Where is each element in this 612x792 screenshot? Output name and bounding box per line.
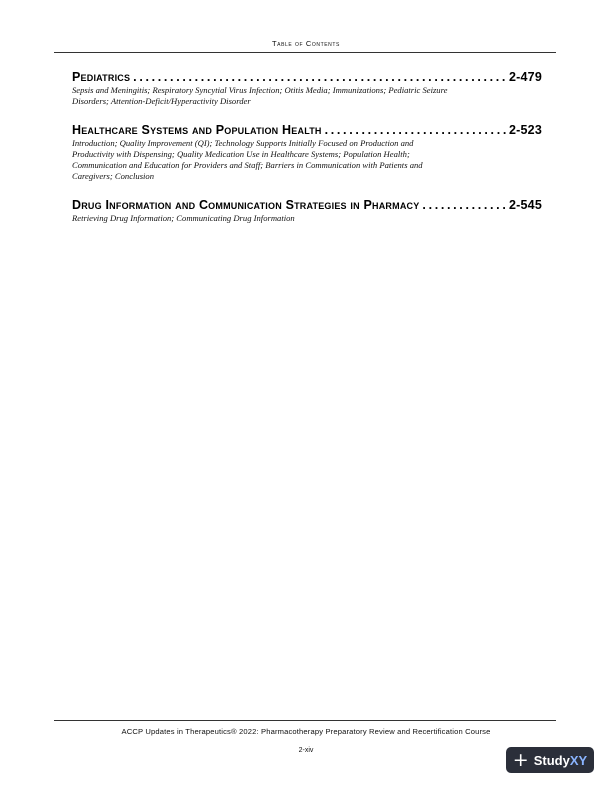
toc-entry-heading[interactable] bbox=[72, 198, 542, 212]
toc-entry-heading[interactable] bbox=[72, 123, 542, 137]
toc-entry-heading[interactable] bbox=[72, 70, 542, 84]
footer-divider bbox=[54, 720, 556, 721]
toc-entry-healthcare-systems bbox=[72, 123, 542, 182]
toc-page-number: 2-479 bbox=[509, 70, 542, 84]
dot-leader bbox=[422, 198, 506, 212]
dot-leader bbox=[133, 70, 506, 84]
toc-entry-pediatrics bbox=[72, 70, 542, 107]
toc-page-number: 2-523 bbox=[509, 123, 542, 137]
toc-entry-topics: Sepsis and Meningitis; Respiratory Syncytial Virus Infection; Otitis Media; Immunizations; Pediatric Seizure Disorders; Attention-Deficit/Hyperactivity Disorder bbox=[72, 85, 448, 106]
badge-logo-text bbox=[534, 753, 587, 768]
plus-icon: + bbox=[512, 748, 529, 771]
running-header: Table of Contents bbox=[272, 39, 340, 48]
toc-entry-topics: Retrieving Drug Information; Communicating Drug Information bbox=[72, 213, 295, 223]
toc-entry-title: Drug Information and Communication Strategies in Pharmacy bbox=[72, 198, 420, 212]
dot-leader bbox=[325, 123, 506, 137]
toc-entry-title: Pediatrics bbox=[72, 70, 131, 84]
toc-page-number: 2-545 bbox=[509, 198, 542, 212]
page-number: 2-xiv bbox=[298, 747, 314, 754]
badge-brand-main: Study bbox=[533, 752, 570, 768]
toc-entry-drug-information bbox=[72, 198, 542, 224]
toc-entry-title: Healthcare Systems and Population Health bbox=[72, 123, 322, 137]
header-divider bbox=[54, 52, 556, 53]
studyxy-badge[interactable] bbox=[506, 747, 594, 773]
toc-entry-topics: Introduction; Quality Improvement (QI); Technology Supports Initially Focused on Production and Productivity with Dispensing; Quality Medication Use in Healthcare Systems; Population Health; Communication and Education for Providers and Staff; Barriers in Communication with Patients and Caregivers; Conclusion bbox=[72, 138, 423, 181]
footer-course-title: ACCP Updates in Therapeutics® 2022: Pharmacotherapy Preparatory Review and Recertification Course bbox=[121, 727, 491, 736]
table-of-contents bbox=[72, 70, 542, 240]
badge-brand-accent: XY bbox=[569, 752, 588, 768]
